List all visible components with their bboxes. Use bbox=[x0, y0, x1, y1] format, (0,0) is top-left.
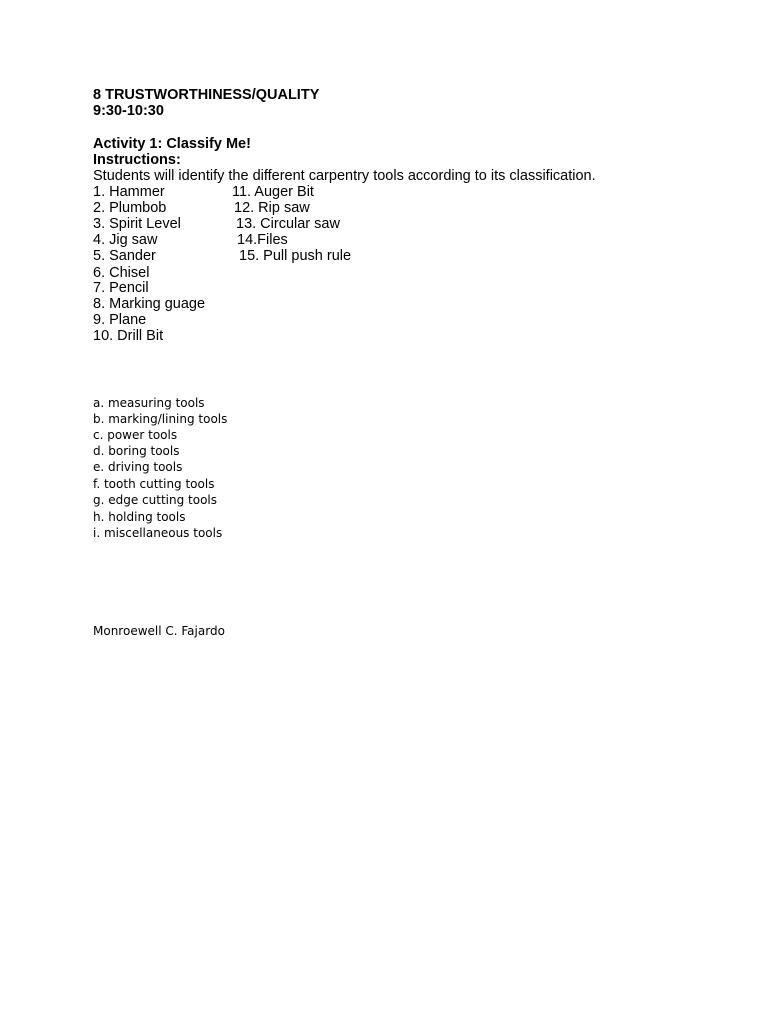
instructions-label: Instructions: bbox=[93, 152, 181, 168]
list-item: 1. Hammer bbox=[93, 184, 165, 200]
list-item: 11. Auger Bit bbox=[232, 184, 314, 200]
list-item: 6. Chisel bbox=[93, 265, 150, 281]
list-item: 13. Circular saw bbox=[236, 216, 340, 232]
list-item: i. miscellaneous tools bbox=[93, 526, 223, 540]
list-item: 12. Rip saw bbox=[234, 200, 310, 216]
document-title: 8 TRUSTWORTHINESS/QUALITY bbox=[93, 87, 320, 103]
list-item: 4. Jig saw bbox=[93, 232, 158, 248]
list-item: 3. Spirit Level bbox=[93, 216, 181, 232]
list-item: g. edge cutting tools bbox=[93, 493, 218, 507]
list-item: b. marking/lining tools bbox=[93, 412, 228, 426]
list-item: 10. Drill Bit bbox=[93, 328, 164, 344]
list-item: 14.Files bbox=[237, 232, 288, 248]
list-item: c. power tools bbox=[93, 428, 178, 442]
list-item: a. measuring tools bbox=[93, 396, 205, 410]
activity-title: Activity 1: Classify Me! bbox=[93, 136, 251, 152]
author-name: Monroewell C. Fajardo bbox=[93, 624, 225, 638]
list-item: 7. Pencil bbox=[93, 280, 149, 296]
list-item: h. holding tools bbox=[93, 510, 186, 524]
list-item: 15. Pull push rule bbox=[239, 248, 352, 264]
session-time: 9:30-10:30 bbox=[93, 103, 164, 119]
list-item: e. driving tools bbox=[93, 460, 183, 474]
list-item: d. boring tools bbox=[93, 444, 180, 458]
instructions-text: Students will identify the different carpentry tools according to its classification. bbox=[93, 168, 596, 184]
list-item: 5. Sander bbox=[93, 248, 156, 264]
list-item: 8. Marking guage bbox=[93, 296, 206, 312]
list-item: 9. Plane bbox=[93, 312, 147, 328]
list-item: f. tooth cutting tools bbox=[93, 477, 215, 491]
list-item: 2. Plumbob bbox=[93, 200, 167, 216]
